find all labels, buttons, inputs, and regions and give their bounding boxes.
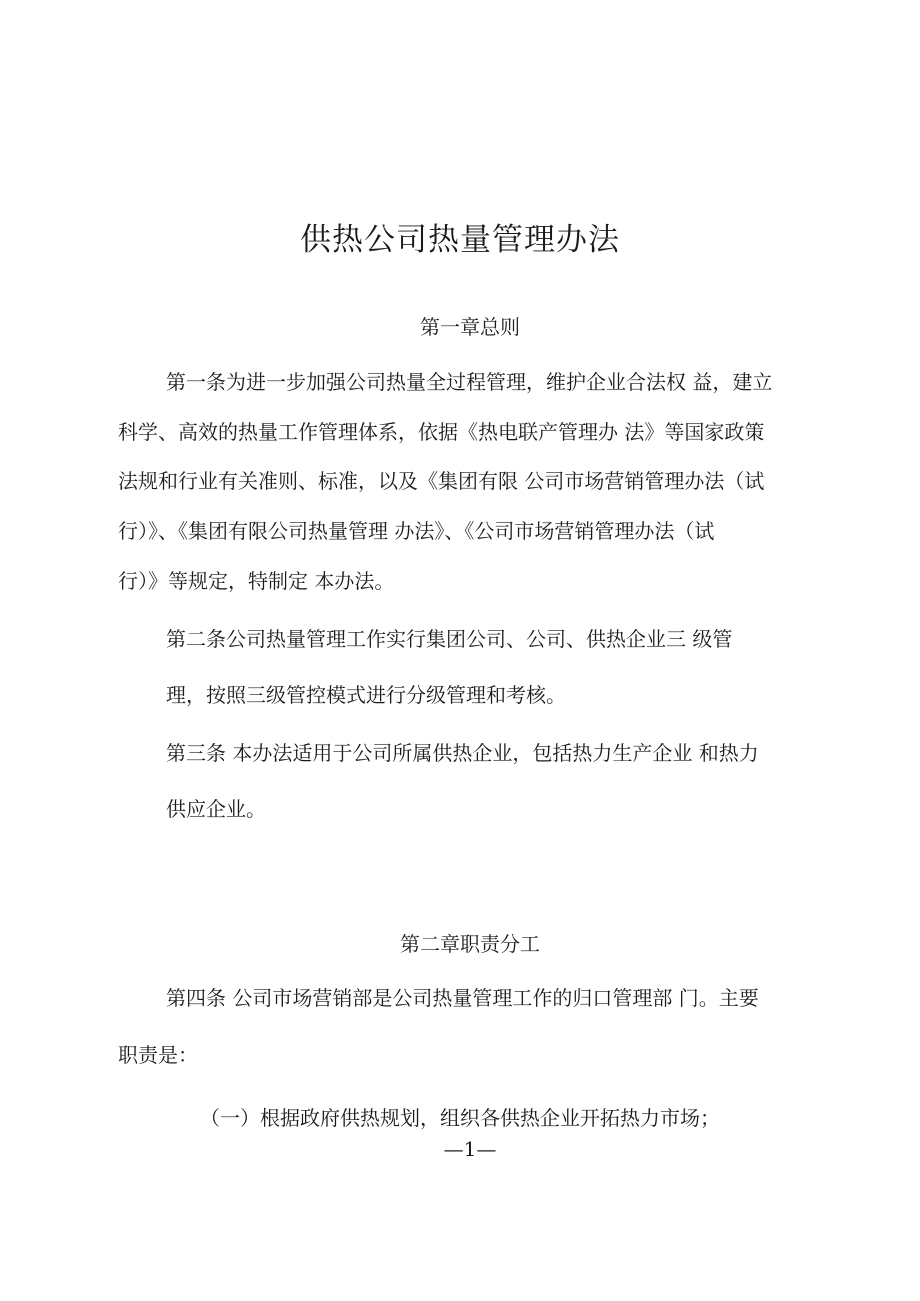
article-2-line-1: 第二条公司热量管理工作实行集团公司、公司、供热企业三 级管 <box>166 627 733 651</box>
article-4-line-1: 第四条 公司市场营销部是公司热量管理工作的归口管理部 门。主要 <box>166 986 759 1010</box>
chapter-2-heading: 第二章职责分工 <box>400 932 540 956</box>
article-2-line-2: 理，按照三级管控模式进行分级管理和考核。 <box>166 683 566 707</box>
page-number: —1— <box>443 1137 497 1161</box>
article-4-line-2: 职责是： <box>118 1043 198 1067</box>
article-3-line-1: 第三条 本办法适用于公司所属供热企业，包括热力生产企业 和热力 <box>166 741 759 765</box>
chapter-1-heading: 第一章总则 <box>420 315 520 339</box>
document-title: 供热公司热量管理办法 <box>300 222 620 258</box>
article-3-line-2: 供应企业。 <box>166 797 266 821</box>
article-1-line-3: 法规和行业有关准则、标准，以及《集团有限 公司市场营销管理办法（试 <box>118 469 765 493</box>
article-1-line-4: 行）》、《集团有限公司热量管理 办法》、《公司市场营销管理办法（试 <box>118 519 715 543</box>
article-1-line-1: 第一条为进一步加强公司热量全过程管理，维护企业合法权 益，建立 <box>166 370 773 394</box>
article-1-line-5: 行）》等规定，特制定 本办法。 <box>118 569 395 593</box>
article-1-line-2: 科学、高效的热量工作管理体系，依据《热电联产管理办 法》等国家政策 <box>118 420 765 444</box>
list-item-1: （一）根据政府供热规划，组织各供热企业开拓热力市场； <box>200 1106 720 1130</box>
